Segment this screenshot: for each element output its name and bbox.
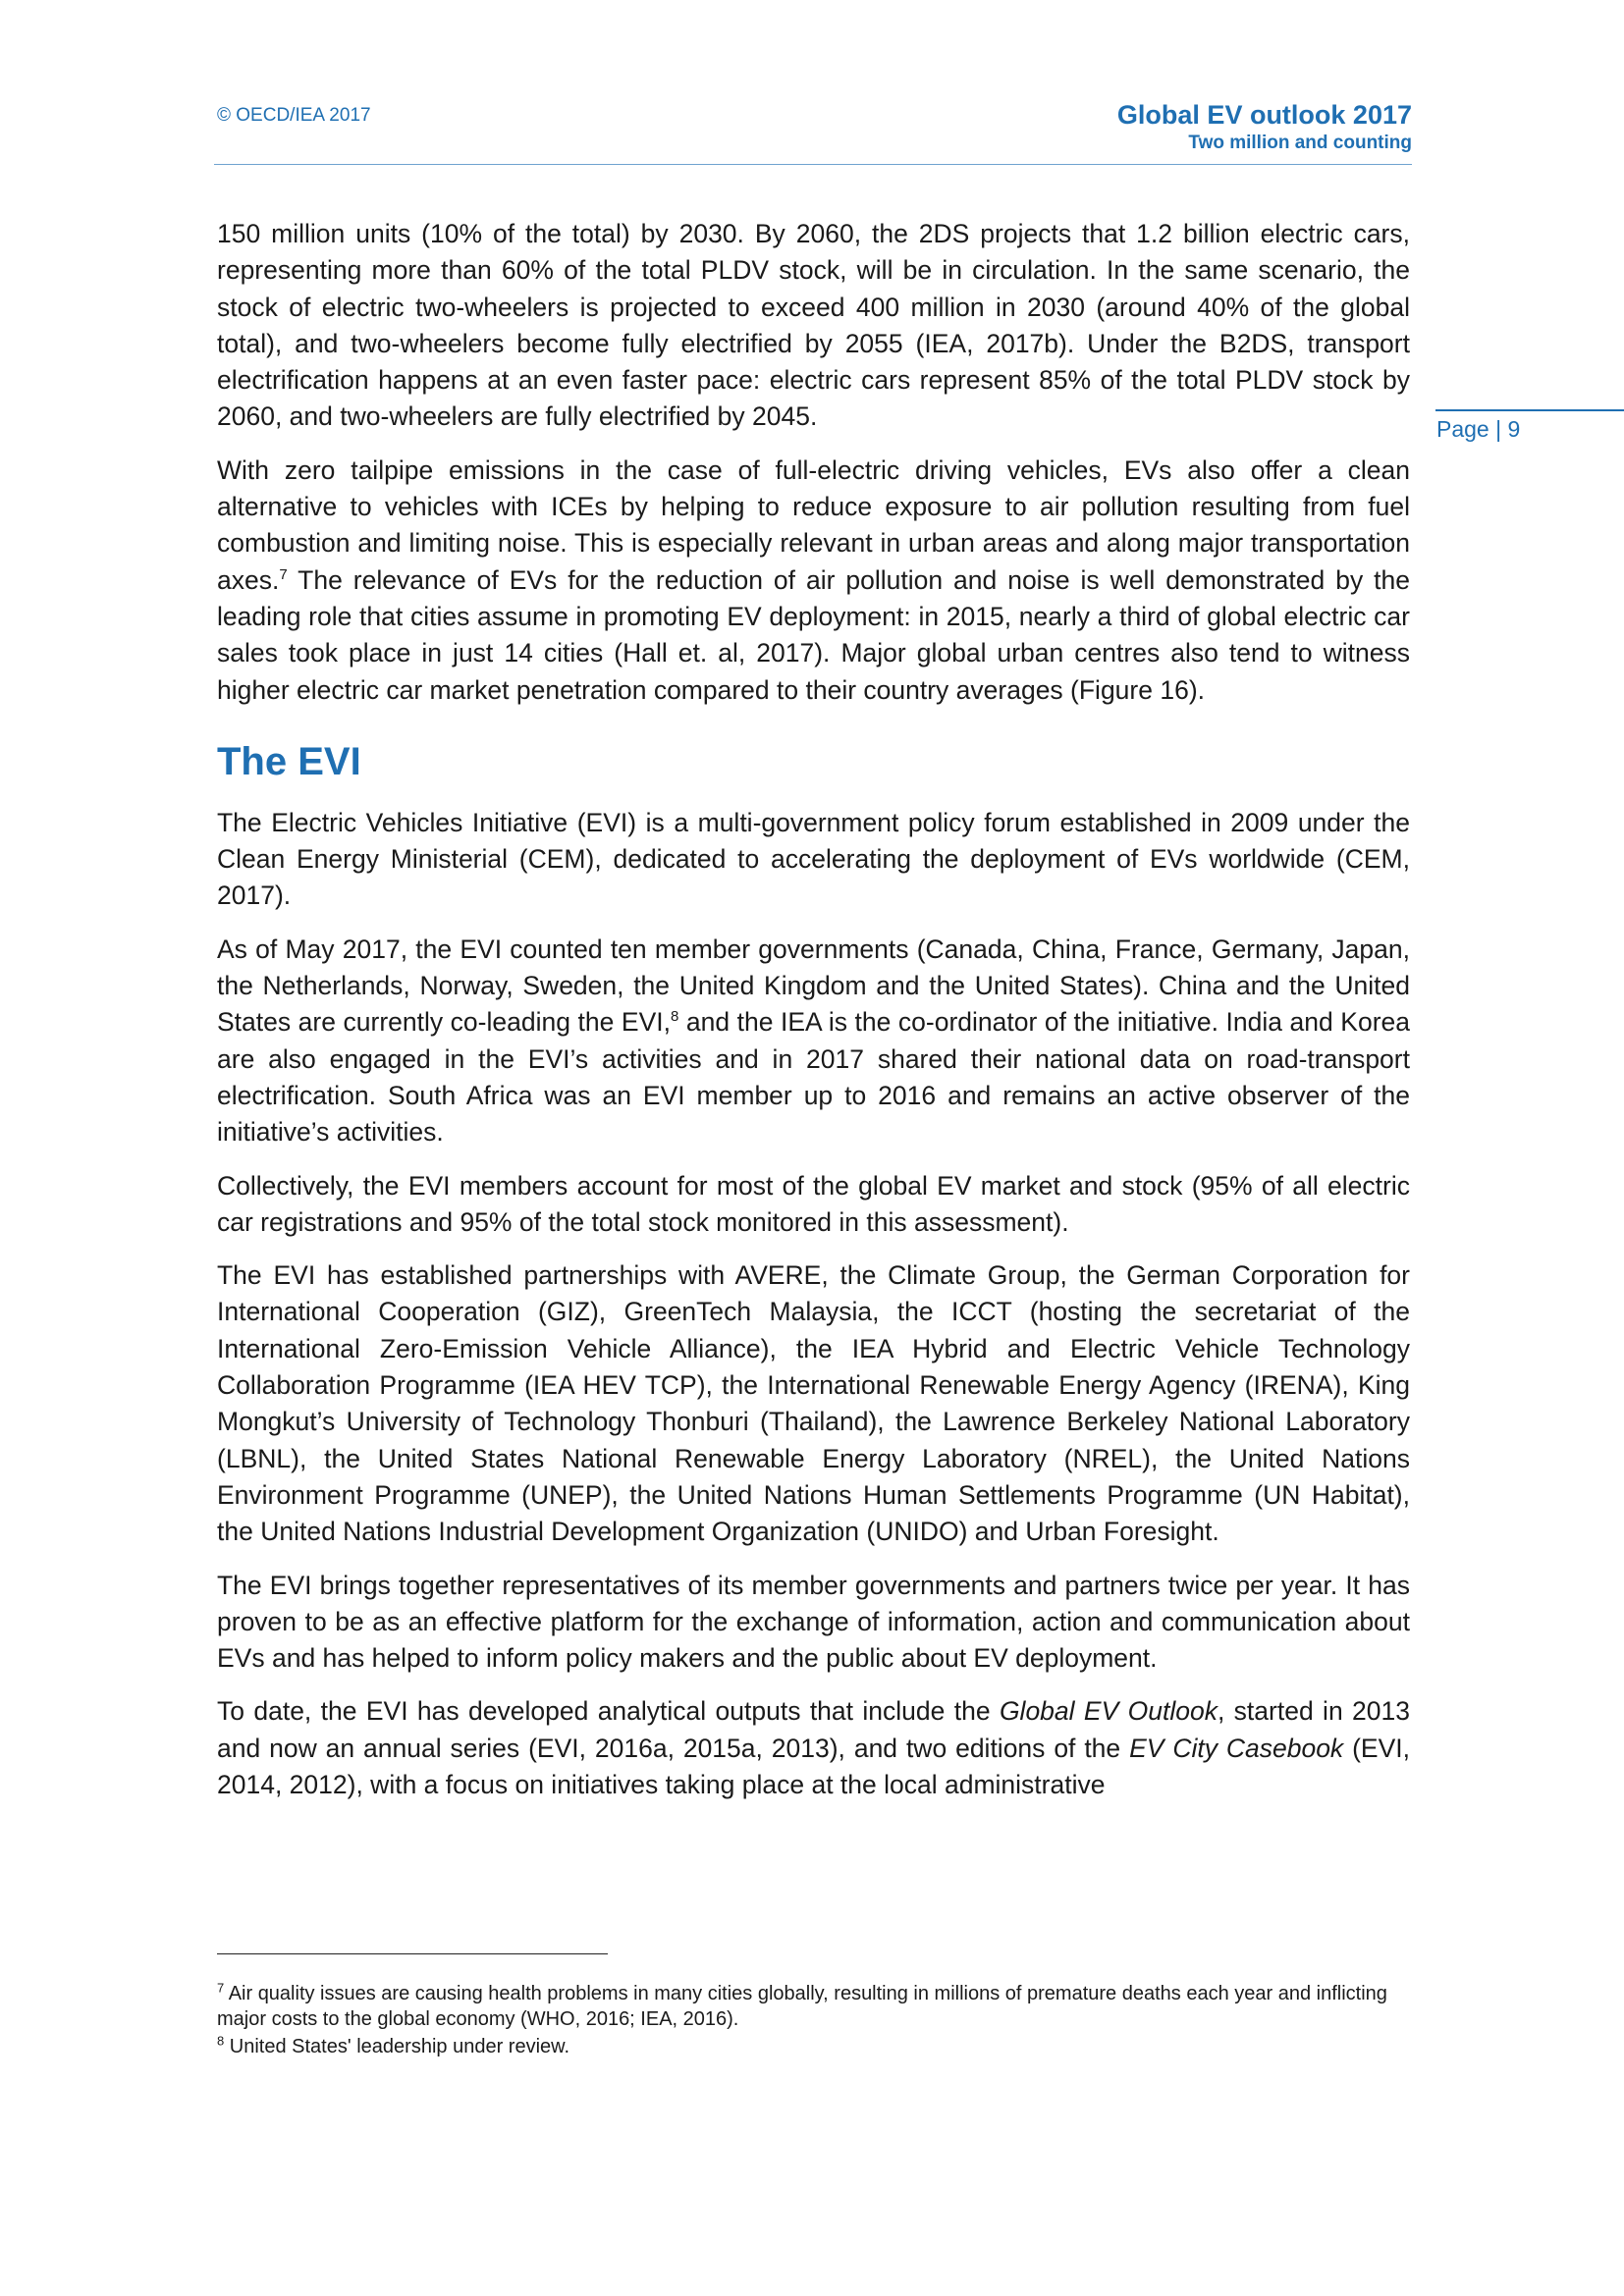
page-number-rule	[1435, 409, 1624, 411]
paragraph-2-text-b: The relevance of EVs for the reduction of air pollution and noise is well demonstrated by the leading role that cities assume in promoting EV deployment: in 2015, nearly a third of global electric car sales took place in just 14 cities (Hall et. al, 2017). Major global urban centres also tend to witness higher electric car market penetration compared to their country averages (Figure 16).	[217, 564, 1410, 705]
paragraph-5: Collectively, the EVI members account for most of the global EV market and stock (95% of all electric car registrations and 95% of the total stock monitored in this assessment).	[217, 1170, 1410, 1237]
paragraph-8	[217, 1693, 1410, 1803]
paragraph-2	[217, 453, 1410, 709]
paragraph-7: The EVI brings together representatives of its member governments and partners twice per year. It has proven to be as an effective platform for the exchange of information, action and communication about EVs and has helped to inform policy makers and the public about EV deployment.	[217, 1570, 1410, 1674]
section-heading: The EVI	[217, 739, 361, 783]
paragraph-4	[217, 932, 1410, 1151]
report-subtitle: Two million and counting	[1188, 133, 1412, 153]
footnote-ref-7[interactable]: 7	[279, 565, 288, 583]
copyright-notice: © OECD/IEA 2017	[217, 105, 371, 126]
report-title: Global EV outlook 2017	[1116, 100, 1412, 130]
footnote-7-text: Air quality issues are causing health problems in many cities globally, resulting in millions of premature deaths each year and inflicting major costs to the global economy (WHO, 2016; IEA, 2016).	[217, 1983, 1387, 2030]
footnote-7	[217, 1981, 1410, 2032]
paragraph-4-text-a: As of May 2017, the EVI counted ten member governments (Canada, China, France, Germany, Japan, the Netherlands, Norway, Sweden, the United Kingdom and the United States). China and the United States are currently co-leading the EVI,	[217, 934, 1410, 1038]
footnote-7-mark: 7	[217, 1980, 225, 1996]
footnote-8	[217, 2034, 1410, 2059]
paragraph-8-text-c: (EVI, 2014, 2012), with a focus on initiatives taking place at the local administrative	[217, 1733, 1410, 1799]
page-number: Page | 9	[1436, 416, 1521, 442]
paragraph-8-text-b: , started in 2013 and now an annual series (EVI, 2016a, 2015a, 2013), and two editions of the	[217, 1696, 1410, 1763]
paragraph-6: The EVI has established partnerships with AVERE, the Climate Group, the German Corporation for International Cooperation (GIZ), GreenTech Malaysia, the ICCT (hosting the secretariat of the International Zero-Emission Vehicle Alliance), the IEA Hybrid and Electric Vehicle Technology Collaboration Programme (IEA HEV TCP), the International Renewable Energy Agency (IRENA), King Mongkut’s University of Technology Thonburi (Thailand), the Lawrence Berkeley National Laboratory (LBNL), the United States National Renewable Energy Laboratory (NREL), the United Nations Environment Programme (UNEP), the United Nations Human Settlements Programme (UN Habitat), the United Nations Industrial Development Organization (UNIDO) and Urban Foresight.	[217, 1260, 1410, 1547]
footnote-8-text: United States' leadership under review.	[224, 2036, 570, 2057]
header-title-block	[1117, 99, 1412, 156]
footnote-8-mark: 8	[217, 2033, 225, 2049]
footnote-ref-8[interactable]: 8	[670, 1008, 679, 1026]
paragraph-8-text-a: To date, the EVI has developed analytical outputs that include the	[217, 1696, 1000, 1727]
title-ev-city-casebook: EV City Casebook	[1129, 1733, 1344, 1763]
paragraph-1: 150 million units (10% of the total) by 2030. By 2060, the 2DS projects that 1.2 billion electric cars, representing more than 60% of the total PLDV stock, will be in circulation. In the same scenario, the stock of electric two-wheelers is projected to exceed 400 million in 2030 (around 40% of the global total), and two-wheelers become fully electrified by 2055 (IEA, 2017b). Under the B2DS, transport electrification happens at an even faster pace: electric cars represent 85% of the total PLDV stock by 2060, and two-wheelers are fully electrified by 2045.	[217, 219, 1410, 432]
paragraph-3: The Electric Vehicles Initiative (EVI) is a multi-government policy forum established in 2009 under the Clean Energy Ministerial (CEM), dedicated to accelerating the deployment of EVs worldwide (CEM, 2017).	[217, 807, 1410, 911]
paragraph-2-text-a: With zero tailpipe emissions in the case of full-electric driving vehicles, EVs also offer a clean alternative to vehicles with ICEs by helping to reduce exposure to air pollution resulting from fuel combustion and limiting noise. This is especially relevant in urban areas and along major transportation axes.	[217, 454, 1410, 595]
main-content	[217, 216, 1410, 1820]
footnote-divider	[217, 1953, 608, 1954]
footnotes	[217, 1981, 1410, 2061]
paragraph-4-text-b: and the IEA is the co-ordinator of the initiative. India and Korea are also engaged in the EVI’s activities and in 2017 shared their national data on road-transport electrification. South Africa was an EVI member up to 2016 and remains an active observer of the initiative’s activities.	[217, 1007, 1411, 1148]
header-divider	[214, 164, 1412, 165]
title-global-ev-outlook: Global EV Outlook	[999, 1696, 1218, 1727]
